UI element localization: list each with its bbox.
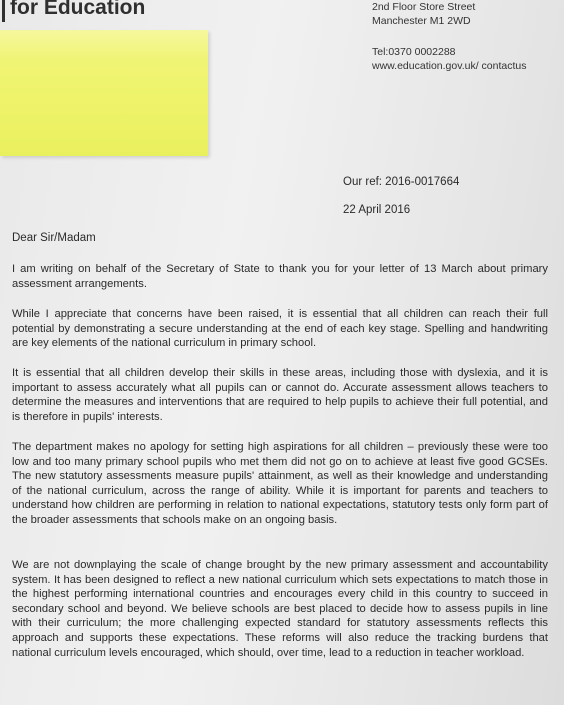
website-link[interactable]: www.education.gov.uk/ contactus <box>372 60 527 72</box>
address-line: 2nd Floor Store Street <box>372 1 476 13</box>
paragraph: It is essential that all children develop their skills in these areas, including those with dyslexia, and it is important to assess accurately what all pupils can or cannot do. Accurate assessment allows teachers to determine the measures and interventions that are required to help pupils to achieve their full potential, and is therefore in pupils' interests. <box>12 367 548 423</box>
reference-number: Our ref: 2016-0017664 <box>343 176 460 188</box>
address-block <box>372 0 475 28</box>
logo-rule <box>2 0 5 22</box>
paragraph: We are not downplaying the scale of change brought by the new primary assessment and accountability system. It has been designed to reflect a new national curriculum which sets expectations to match those in the highest performing international countries and encourages every child in this country to succeed in secondary school and beyond. We believe schools are best placed to decide how to assess pupils in line with their curriculum; the more challenging expected standard for statutory assessments reflects this approach and supports these expectations. These reforms will also reduce the tracking burdens that national curriculum levels encouraged, which should, over time, lead to a reduction in teacher workload. <box>12 559 548 659</box>
contact-block <box>372 45 526 73</box>
salutation: Dear Sir/Madam <box>12 232 96 244</box>
sticky-note-fold <box>0 30 208 60</box>
telephone: Tel:0370 0002288 <box>372 46 456 58</box>
paragraph: I am writing on behalf of the Secretary of State to thank you for your letter of 13 March about primary assessment arrangements. <box>12 263 548 290</box>
paragraph: While I appreciate that concerns have been raised, it is essential that all children can reach their full potential by demonstrating a secure understanding at the end of each key stage. Spelling and handwriting are key elements of the national curriculum in primary school. <box>12 308 548 350</box>
department-title: for Education <box>10 0 146 19</box>
address-line: Manchester M1 2WD <box>372 15 471 27</box>
paragraph: The department makes no apology for setting high aspirations for all children – previously these were too low and too many primary school pupils who met them did not go on to achieve at least five good GCSEs. The new statutory assessments measure pupils' attainment, as well as their knowledge and understanding of the national curriculum, across the range of ability. While it is important for parents and teachers to understand how children are performing in relation to national expectations, statutory tests only form part of the broader assessments that schools make on an ongoing basis. <box>12 441 548 526</box>
letter-date: 22 April 2016 <box>343 204 411 216</box>
